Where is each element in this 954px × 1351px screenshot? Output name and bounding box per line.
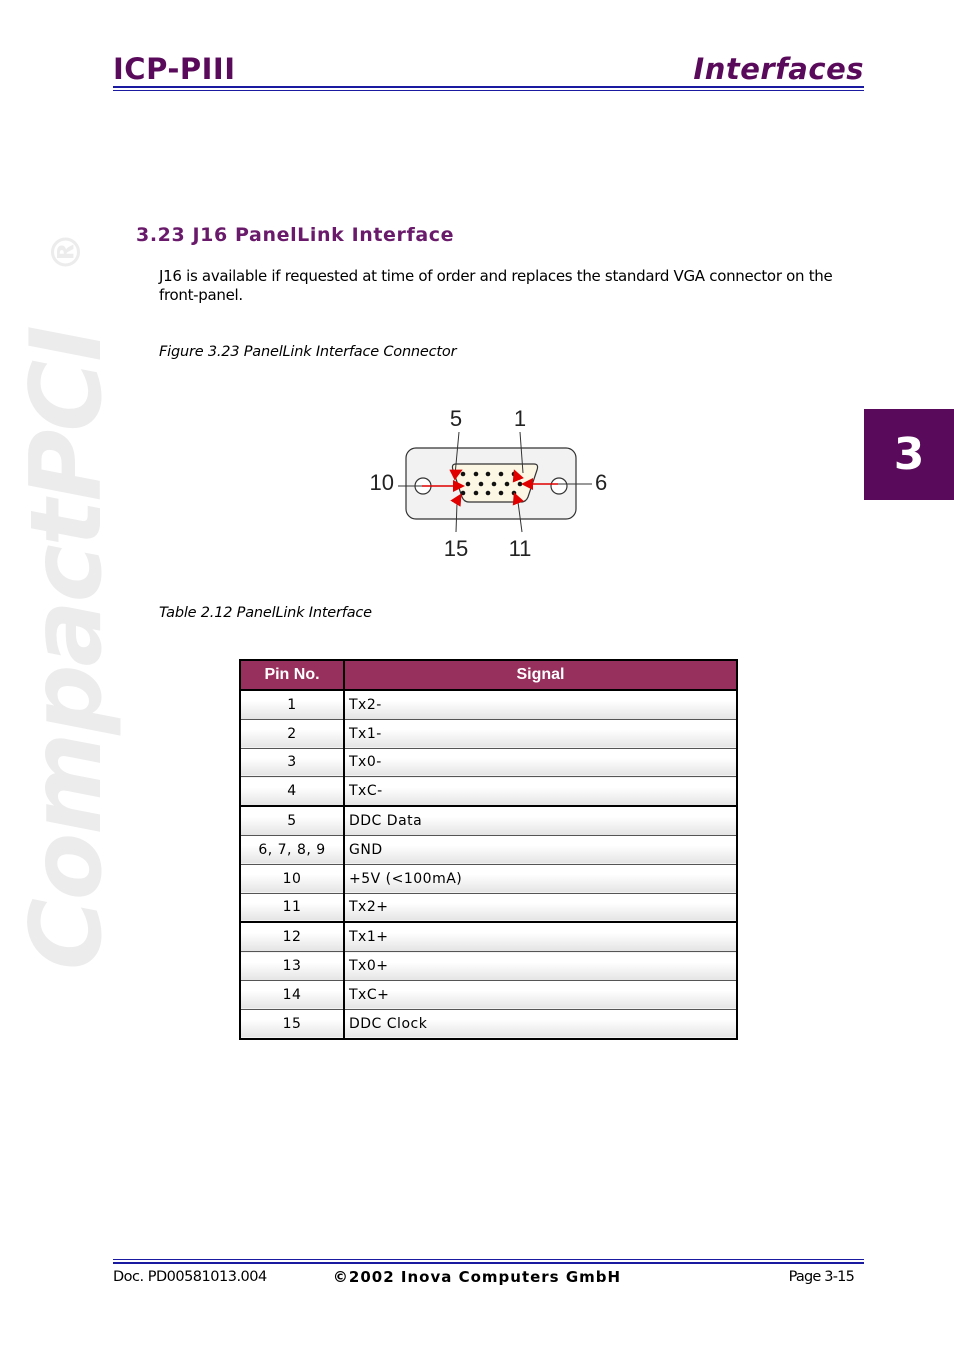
signal-cell: Tx1+ [344,922,737,951]
signal-cell: Tx2+ [344,893,737,922]
signal-cell: DDC Clock [344,1009,737,1038]
figure-caption: Figure 3.23 PanelLink Interface Connector [159,344,457,360]
pin-number-cell: 5 [240,806,344,835]
chapter-title: Interfaces [693,52,864,86]
pin-number-cell: 10 [240,864,344,893]
table-header-row [240,660,737,690]
pin-number-cell: 2 [240,719,344,748]
panellink-connector-diagram [360,395,620,570]
table-row [240,1009,737,1038]
connector-pin [492,482,497,487]
pin-number-cell: 14 [240,980,344,1009]
connector-pin [479,482,484,487]
table-caption: Table 2.12 PanelLink Interface [159,605,372,621]
connector-pin [499,491,504,496]
pin-table [239,659,738,1040]
pin-number-cell: 3 [240,748,344,777]
connector-pin [499,472,504,477]
header-signal: Signal [344,660,737,690]
table-row [240,922,737,951]
label-pin-10: 10 [369,470,394,495]
footer-doc-number: Doc. PD00581013.004 [113,1269,267,1285]
chapter-tab: 3 [864,409,954,500]
connector-pin [461,491,466,496]
table-row [240,835,737,864]
watermark-registered-mark: ® [44,232,90,272]
label-pin-5: 5 [449,406,463,431]
table-row [240,980,737,1009]
intro-paragraph: J16 is available if requested at time of order and replaces the standard VGA connector on the front-panel. [159,267,833,304]
pin-number-cell: 4 [240,777,344,806]
connector-pin [474,491,479,496]
label-pin-15: 15 [443,536,469,561]
connector-pin [512,491,517,496]
signal-cell: DDC Data [344,806,737,835]
table-row [240,690,737,719]
label-pin-6: 6 [595,470,608,495]
connector-pin [466,482,471,487]
table-row [240,719,737,748]
connector-pin [474,472,479,477]
pin-number-cell: 13 [240,952,344,981]
signal-cell: +5V (<100mA) [344,864,737,893]
pin-number-cell: 15 [240,1009,344,1038]
watermark-text: CompactPCI [10,327,124,970]
header-rule-thin [113,90,864,91]
table-row [240,893,737,922]
signal-cell: TxC- [344,777,737,806]
section-heading: 3.23 J16 PanelLink Interface [136,224,455,246]
label-pin-11: 11 [508,536,532,561]
header-rule-thick [113,86,864,88]
pin-number-cell: 6, 7, 8, 9 [240,835,344,864]
footer-rule-thin [113,1259,864,1260]
connector-pin [505,482,510,487]
pin-number-cell: 11 [240,893,344,922]
connector-pin [486,472,491,477]
table-row [240,777,737,806]
header-pin-no: Pin No. [240,660,344,690]
signal-cell: Tx0- [344,748,737,777]
footer-copyright: ©2002 Inova Computers GmbH [332,1268,622,1286]
connector-pin [461,472,466,477]
pin-number-cell: 12 [240,922,344,951]
compactpci-watermark [10,230,124,975]
table-row [240,864,737,893]
screw-hole-right [551,478,567,494]
signal-cell: Tx1- [344,719,737,748]
footer-rule-thick [113,1262,864,1264]
label-pin-1: 1 [513,406,527,431]
signal-cell: GND [344,835,737,864]
signal-cell: TxC+ [344,980,737,1009]
table-row [240,748,737,777]
signal-cell: Tx0+ [344,952,737,981]
connector-pin [518,482,523,487]
product-title: ICP-PIII [113,52,236,86]
signal-cell: Tx2- [344,690,737,719]
connector-pin [486,491,491,496]
table-row [240,806,737,835]
footer-page-number: Page 3-15 [788,1269,854,1285]
table-row [240,952,737,981]
pin-number-cell: 1 [240,690,344,719]
